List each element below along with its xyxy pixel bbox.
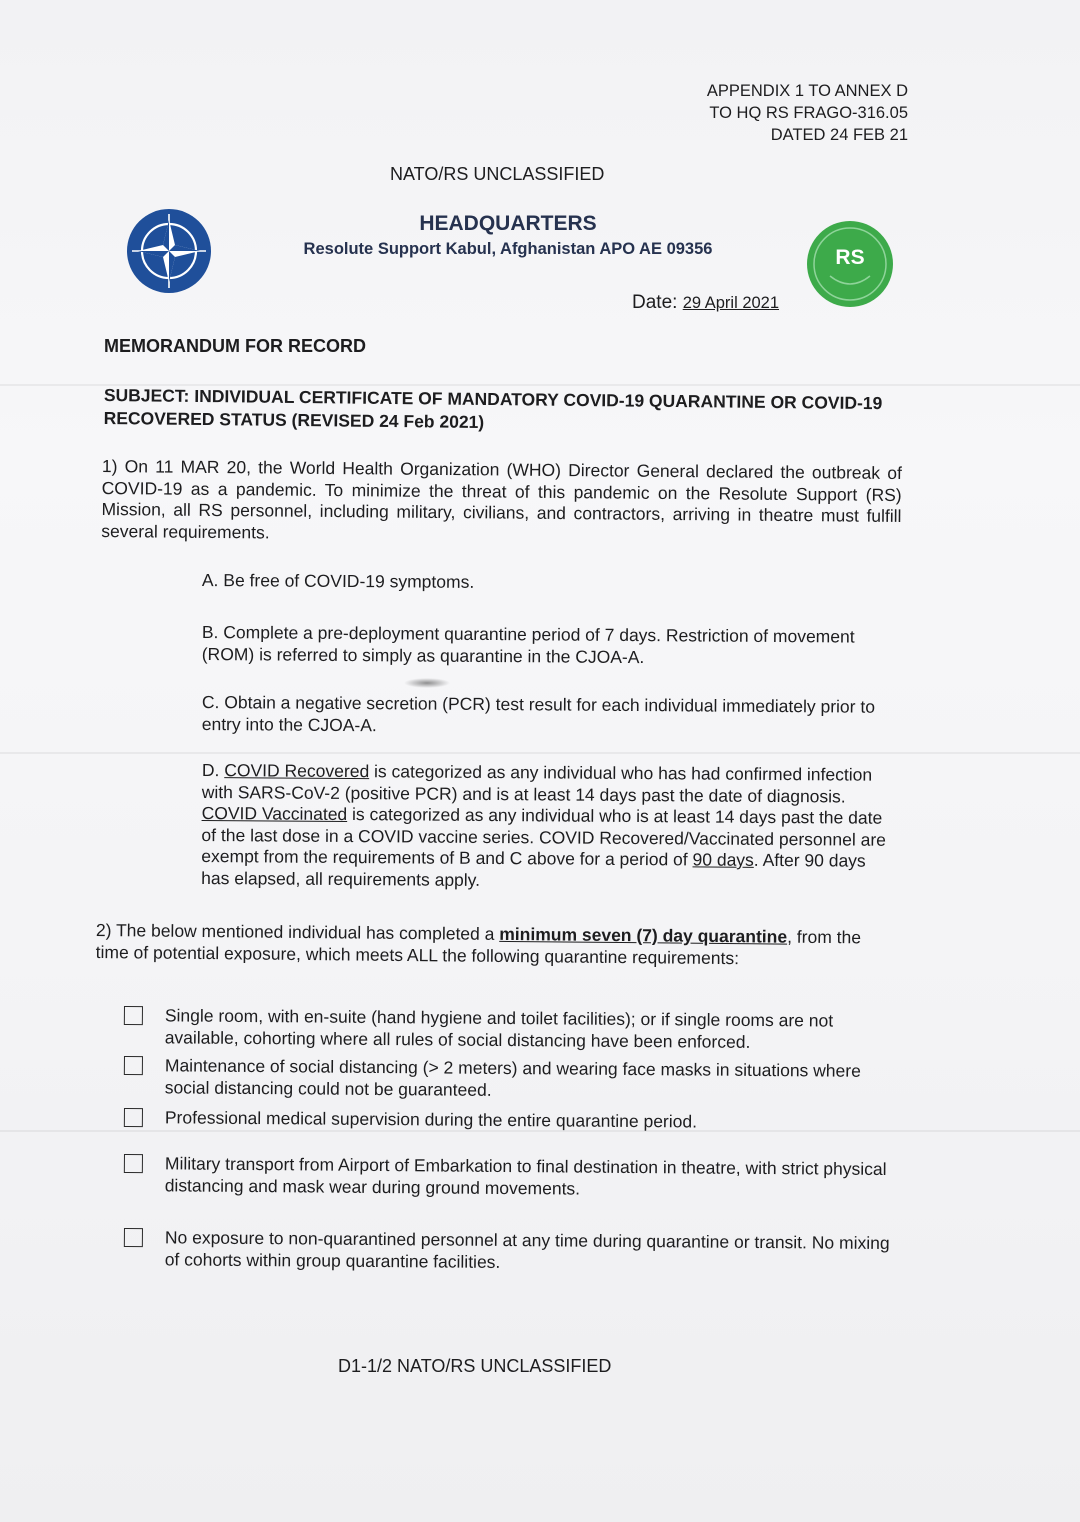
checklist-item bbox=[124, 1152, 894, 1202]
requirement-d-text: . After 90 days has elapsed, all requirements apply. bbox=[201, 849, 866, 890]
ink-smudge bbox=[404, 678, 450, 688]
requirement-d bbox=[201, 760, 892, 894]
date-label: Date: bbox=[632, 292, 678, 313]
checklist-item-text: Military transport from Airport of Embarkation to final destination in theatre, with strict physical distancing and mask wear during ground movements. bbox=[164, 1153, 887, 1199]
ninety-days-term: 90 days bbox=[692, 849, 754, 870]
appendix-line: APPENDIX 1 TO ANNEX D bbox=[706, 82, 908, 100]
requirement-b: B. Complete a pre-deployment quarantine period of 7 days. Restriction of movement (ROM) is referred to simply as quarantine in the CJOA-A. bbox=[201, 622, 855, 667]
checklist-item-text: Single room, with en-suite (hand hygiene and toilet facilities); or if single rooms are not available, cohorting where all rules of social distancing have been enforced. bbox=[164, 1005, 834, 1052]
checkbox-icon[interactable] bbox=[124, 1006, 143, 1025]
date-field bbox=[632, 292, 779, 314]
rs-seal-text: RS bbox=[835, 246, 865, 269]
memo-subject: SUBJECT: INDIVIDUAL CERTIFICATE OF MANDATORY COVID-19 QUARANTINE OR COVID-19 RECOVERED STATUS (REVISED 24 Feb 2021) bbox=[103, 384, 883, 432]
rs-seal-icon bbox=[806, 220, 894, 308]
paragraph-2-suffix: , from the time of potential exposure, which meets ALL the following quarantine requirements: bbox=[95, 926, 862, 968]
checklist-item-text: No exposure to non-quarantined personnel at any time during quarantine or transit. No mixing of cohorts within group quarantine facilities. bbox=[164, 1227, 890, 1272]
memo-title: MEMORANDUM FOR RECORD bbox=[104, 336, 366, 356]
date-value: 29 April 2021 bbox=[682, 294, 780, 312]
paragraph-1: 1) On 11 MAR 20, the World Health Organization (WHO) Director General declared the outbreak of COVID-19 as a pandemic. To minimize the threat of this pandemic on the Resolute Support (RS) Mission, all RS personnel, including military, civilians, and contractors, arriving in theatre must fulfill several requirements. bbox=[101, 456, 902, 542]
paper-fold-line bbox=[0, 752, 1080, 754]
appendix-line: TO HQ RS FRAGO-316.05 bbox=[709, 104, 908, 122]
appendix-line: DATED 24 FEB 21 bbox=[770, 126, 908, 144]
checklist-item-text: Maintenance of social distancing (> 2 meters) and wearing face masks in situations where social distancing could not be guaranteed. bbox=[164, 1055, 861, 1100]
covid-recovered-term: COVID Recovered bbox=[224, 760, 370, 782]
checklist-item-text: Professional medical supervision during the entire quarantine period. bbox=[164, 1107, 698, 1132]
requirement-c: C. Obtain a negative secretion (PCR) test result for each individual immediately prior to entry into the CJOA-A. bbox=[201, 692, 876, 735]
covid-vaccinated-term: COVID Vaccinated bbox=[201, 802, 348, 825]
paragraph-2 bbox=[96, 920, 896, 971]
minimum-quarantine-emphasis: minimum seven (7) day quarantine bbox=[499, 923, 788, 947]
checklist-item bbox=[124, 1004, 894, 1054]
appendix-reference bbox=[707, 80, 908, 146]
checklist-item bbox=[124, 1226, 894, 1276]
requirement-d-text: is categorized as any individual who is at least 14 days past the date of the last dose in a COVID vaccine series. COVID Recovered/Vaccinated personnel are exempt from the requirements of B and C above for a period of bbox=[201, 804, 887, 870]
classification-footer: D1-1/2 NATO/RS UNCLASSIFIED bbox=[338, 1356, 612, 1376]
classification-header: NATO/RS UNCLASSIFIED bbox=[390, 164, 605, 184]
paragraph-2-prefix: 2) The below mentioned individual has completed a bbox=[95, 920, 500, 944]
requirement-d-prefix: D. bbox=[201, 760, 225, 781]
checklist-item bbox=[124, 1054, 894, 1104]
checkbox-icon[interactable] bbox=[124, 1108, 143, 1127]
headquarters-title: HEADQUARTERS bbox=[419, 212, 597, 235]
checkbox-icon[interactable] bbox=[124, 1056, 143, 1075]
checkbox-icon[interactable] bbox=[124, 1154, 143, 1173]
requirement-a: A. Be free of COVID-19 symptoms. bbox=[201, 570, 475, 592]
requirement-d-text: is categorized as any individual who has had confirmed infection with SARS-CoV-2 (positive PCR) and is at least 14 days past the date of diagnosis. bbox=[201, 761, 873, 806]
checkbox-icon[interactable] bbox=[124, 1228, 143, 1247]
headquarters-address: Resolute Support Kabul, Afghanistan APO AE 09356 bbox=[303, 240, 713, 258]
